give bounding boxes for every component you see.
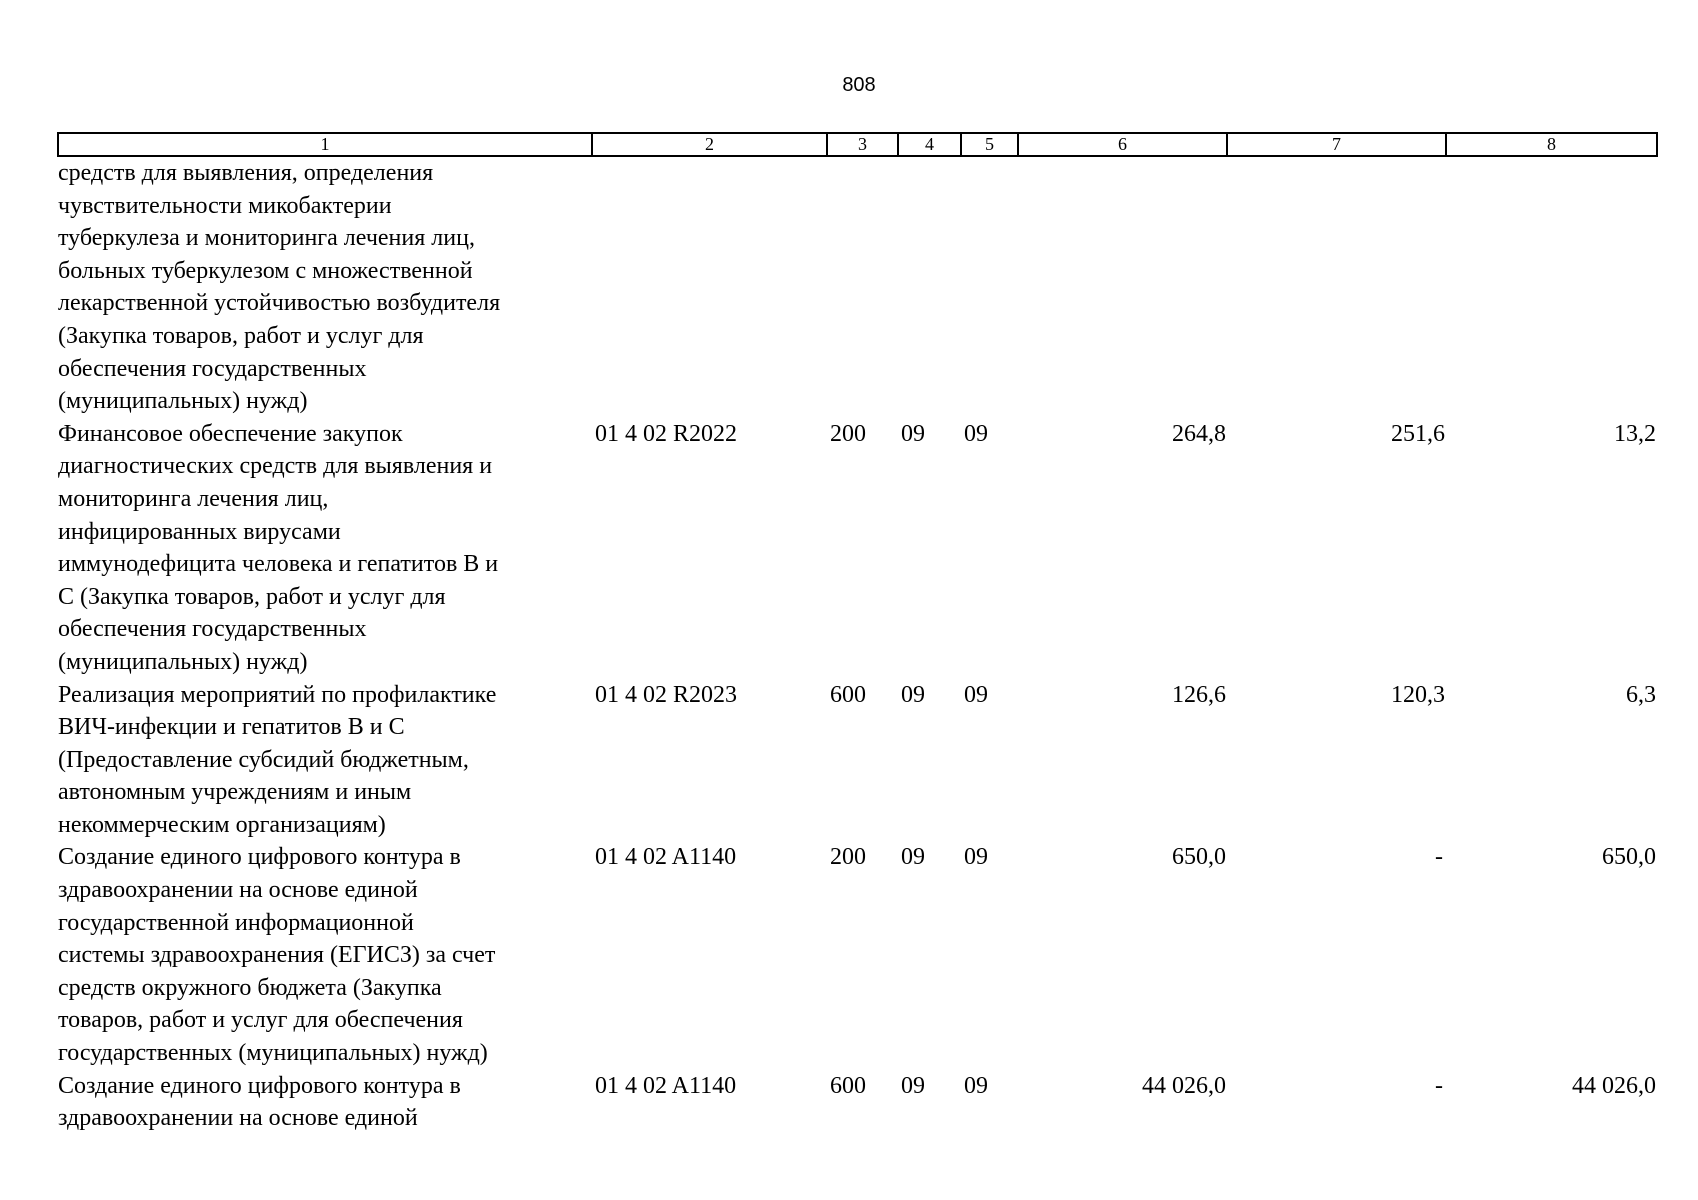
header-col-6: 6: [1018, 133, 1227, 156]
row-regional: 6,3: [1626, 681, 1656, 708]
row-code: 01 4 02 A1140: [595, 844, 737, 871]
description-line: мониторинга лечения лиц,: [58, 485, 329, 512]
description-line: туберкулеза и мониторинга лечения лиц,: [58, 225, 475, 252]
row-subsection: 09: [964, 681, 988, 708]
description-line: некоммерческим организациям): [58, 811, 386, 838]
table-body: [58, 156, 1657, 1135]
row-section: 09: [901, 681, 925, 708]
row-total: [1018, 156, 1227, 418]
row-expense-type: 200: [830, 420, 866, 447]
description-line: средств для выявления, определения: [58, 160, 434, 186]
row-description: [58, 679, 592, 842]
row-regional: 44 026,0: [1572, 1072, 1656, 1099]
row-total: 44 026,0: [1142, 1072, 1226, 1099]
description-line: C (Закупка товаров, работ и услуг для: [58, 583, 446, 610]
row-expense-type: 600: [830, 1072, 866, 1099]
description-line: больных туберкулезом с множественной: [58, 257, 473, 284]
row-expense-type: [827, 156, 898, 418]
row-code: 01 4 02 R2023: [595, 681, 738, 708]
description-line: товаров, работ и услуг для обеспечения: [58, 1007, 463, 1034]
row-description: [58, 156, 592, 418]
row-total: 650,0: [1172, 844, 1226, 871]
row-section: 09: [901, 420, 925, 447]
row-section: 09: [901, 1072, 925, 1099]
header-col-3: 3: [827, 133, 898, 156]
row-federal: [1227, 156, 1446, 418]
row-code: 01 4 02 R2022: [595, 420, 738, 447]
budget-table: [57, 132, 1658, 1135]
description-line: здравоохранении на основе единой: [58, 877, 418, 904]
description-line: Создание единого цифрового контура в: [58, 1072, 461, 1099]
description-line: государственной информационной: [58, 909, 414, 936]
description-line: чувствительности микобактерии: [58, 192, 392, 219]
header-col-8: 8: [1446, 133, 1657, 156]
description-line: диагностических средств для выявления и: [58, 453, 493, 480]
row-federal: -: [1435, 844, 1443, 871]
row-description: [58, 1070, 592, 1135]
header-col-2: 2: [592, 133, 827, 156]
table-row: [58, 156, 1657, 418]
row-code: 01 4 02 A1140: [595, 1072, 737, 1099]
row-regional: 13,2: [1614, 420, 1656, 447]
description-line: автономным учреждениям и иным: [58, 779, 412, 806]
row-regional: [1446, 156, 1657, 418]
description-line: системы здравоохранения (ЕГИСЗ) за счет: [58, 942, 496, 969]
row-section: 09: [901, 844, 925, 871]
description-line: обеспечения государственных: [58, 355, 367, 382]
table-row: [58, 1070, 1657, 1135]
row-subsection: [961, 156, 1018, 418]
row-subsection: 09: [964, 844, 988, 871]
description-line: ВИЧ-инфекции и гепатитов B и C: [58, 714, 405, 741]
description-line: Реализация мероприятий по профилактике: [58, 681, 497, 708]
row-expense-type: 200: [830, 844, 866, 871]
row-section: [898, 156, 961, 418]
row-subsection: 09: [964, 1072, 988, 1099]
description-line: инфицированных вирусами: [58, 518, 341, 545]
row-total: 264,8: [1172, 420, 1226, 447]
description-line: иммунодефицита человека и гепатитов B и: [58, 551, 499, 578]
description-line: здравоохранении на основе единой: [58, 1105, 418, 1132]
row-regional: 650,0: [1602, 844, 1656, 871]
column-number-header: [58, 133, 1657, 156]
row-code: [592, 156, 827, 418]
row-subsection: 09: [964, 420, 988, 447]
table-row: [58, 841, 1657, 1069]
header-col-5: 5: [961, 133, 1018, 156]
header-col-4: 4: [898, 133, 961, 156]
page-number: 808: [842, 74, 876, 96]
header-col-7: 7: [1227, 133, 1446, 156]
description-line: Создание единого цифрового контура в: [58, 844, 461, 871]
description-line: государственных (муниципальных) нужд): [58, 1040, 488, 1067]
description-line: лекарственной устойчивостью возбудителя: [58, 290, 501, 317]
description-line: средств окружного бюджета (Закупка: [58, 974, 442, 1001]
row-description: [58, 418, 592, 679]
row-expense-type: 600: [830, 681, 866, 708]
header-col-1: 1: [58, 133, 592, 156]
row-description: [58, 841, 592, 1069]
row-federal: -: [1435, 1072, 1443, 1099]
description-line: Финансовое обеспечение закупок: [58, 420, 403, 447]
description-line: обеспечения государственных: [58, 616, 367, 643]
row-federal: 251,6: [1391, 420, 1445, 447]
description-line: (Закупка товаров, работ и услуг для: [58, 322, 424, 349]
description-line: (муниципальных) нужд): [58, 388, 308, 415]
row-federal: 120,3: [1391, 681, 1445, 708]
table-row: [58, 679, 1657, 842]
description-line: (Предоставление субсидий бюджетным,: [58, 746, 469, 773]
row-total: 126,6: [1172, 681, 1226, 708]
description-line: (муниципальных) нужд): [58, 648, 308, 675]
table-row: [58, 418, 1657, 679]
